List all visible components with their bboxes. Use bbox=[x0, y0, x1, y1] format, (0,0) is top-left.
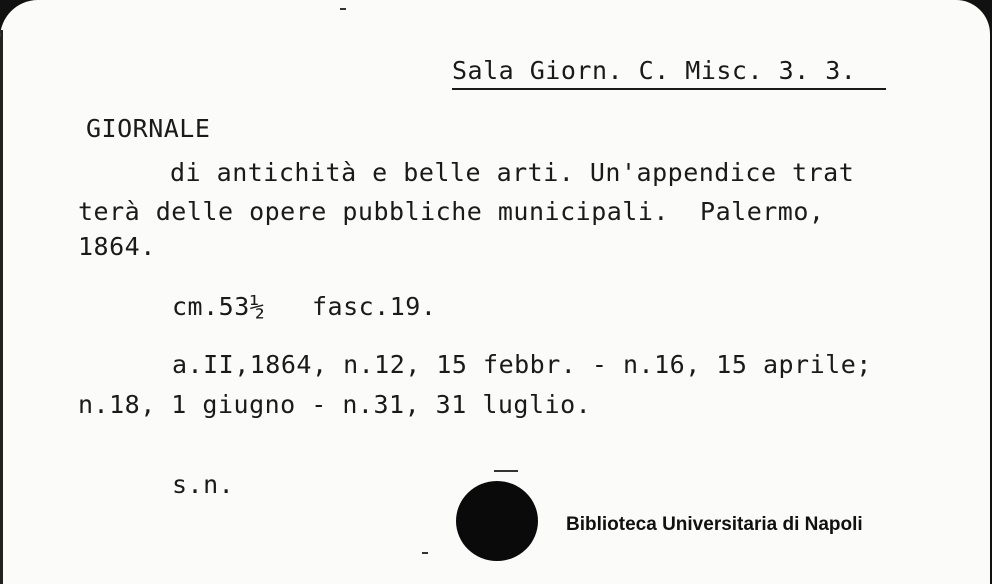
note: s.n. bbox=[172, 470, 235, 499]
shelfmark-underline bbox=[452, 88, 886, 90]
title-line-3: 1864. bbox=[78, 232, 156, 261]
ink-speck bbox=[494, 470, 518, 472]
library-stamp-dot bbox=[456, 481, 538, 561]
title-line-1: di antichità e belle arti. Un'appendice trat bbox=[170, 158, 855, 187]
ink-speck bbox=[422, 552, 428, 554]
title-line-2: terà delle opere pubbliche municipali. Palermo, bbox=[78, 197, 825, 226]
library-stamp: Biblioteca Universitaria di Napoli bbox=[566, 514, 863, 535]
ink-speck bbox=[340, 8, 346, 10]
holdings-line-1: a.II,1864, n.12, 15 febbr. - n.16, 15 aprile; bbox=[172, 350, 872, 379]
entry-heading: GIORNALE bbox=[86, 114, 211, 143]
holdings-line-2: n.18, 1 giugno - n.31, 31 luglio. bbox=[78, 390, 592, 419]
physical-description: cm.53½ fasc.19. bbox=[172, 292, 437, 321]
card-left-edge bbox=[0, 30, 3, 584]
shelfmark: Sala Giorn. C. Misc. 3. 3. bbox=[452, 56, 857, 85]
